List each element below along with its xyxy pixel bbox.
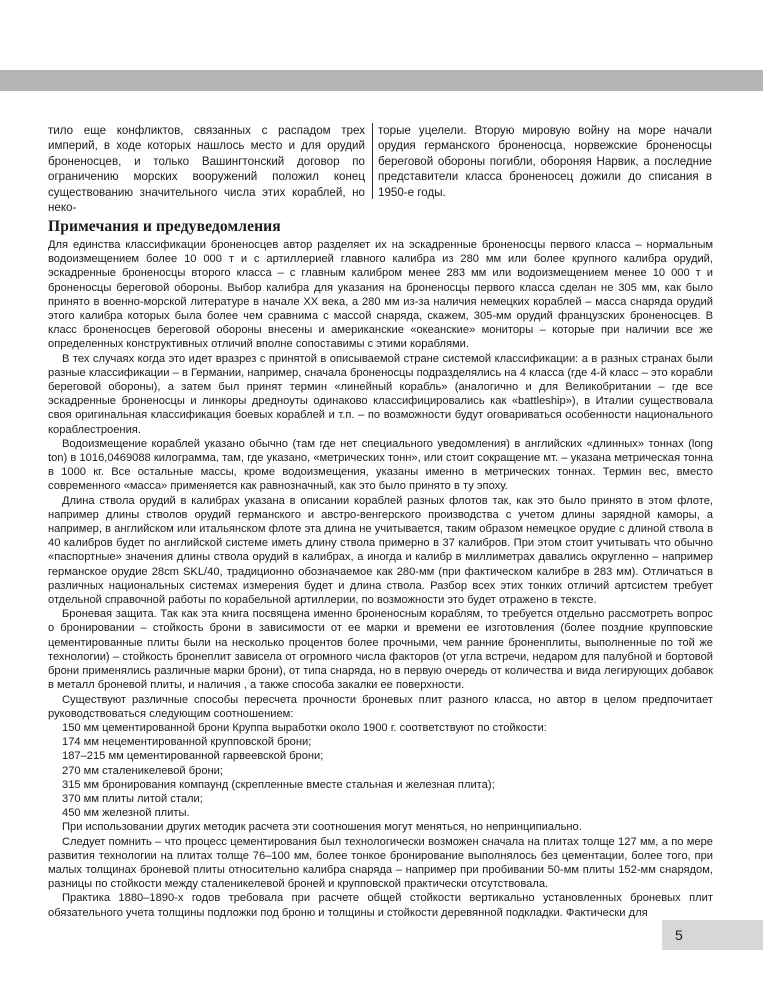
intro-left-column [48, 123, 365, 215]
equivalent-line: 315 мм бронирования компаунд (скрепленные вместе стальная и железная плита); [62, 778, 495, 791]
main-body [48, 238, 713, 920]
equivalent-line: 150 мм цементированной брони Круппа выработки около 1900 г. соответствуют по стойкости: [62, 721, 547, 734]
paragraph: Броневая защита. Так как эта книга посвящена именно броненосным кораблям, то требуется отдельно рассмотреть вопрос о бронировании – стойкость брони в зависимости от ее марки и времени ее изготовления (более поздние крупповские цементированные плиты были на несколько процентов более прочными, чем ранние броненплиты, выполненные по той же технологии) – стойкость бронеплит зависела от огромного числа факторов (от угла встречи, недаром для палубной и бортовой брони применялись различные марки брони), от типа снаряда, но в первую очередь от количества и вида легирующих добавок в металл броневой плиты, и наличия , а также способа закалки ее поверхности. [48, 608, 713, 692]
paragraph: Для единства классификации броненосцев автор разделяет их на эскадренные броненосцы первого класса – нормальным водоизмещением более 10 000 т и с артиллерией главного калибра из 280 мм или более крупного калибра орудий, эскадренные броненосцы второго класса – с главным калибром менее 283 мм или водоизмещением менее 10 000 т и броненосцы береговой обороны. Выбор калибра для указания на броненосцы первого класса сделан не 305 мм, как было принято в военно-морской литературе в начале XX века, а 280 мм из-за наличия немецких кораблей – масса снаряда орудий этого калибра которых была более чем сравнима с массой снаряда, скажем, 305-мм орудий французских броненосцев. В класс броненосцев береговой обороны внесены и американские «океанские» мониторы – которые при наличии все же определенных конструктивных отличий вполне сопоставимы с этими кораблями. [48, 239, 713, 351]
column-divider [372, 123, 373, 199]
paragraph: Существуют различные способы пересчета прочности броневых плит разного класса, но автор в целом предпочитает руководствоваться следующим соотношением: [48, 693, 713, 720]
paragraph: Практика 1880–1890-х годов требовала при расчете общей стойкости вертикально установленных броневых плит обязательного учета толщины подложки под броню и толщины и стойкости деревянной подкладки. Фактически для [48, 892, 713, 919]
paragraph: Водоизмещение кораблей указано обычно (там где нет специального уведомления) в английских «длинных» тоннах (long ton) в 1016,0469088 килограмма, там, где указано, «метрических тонн», или стоит сокращение мт. – указана метрическая тонна в 1000 кг. Все остальные массы, кроме водоизмещения, указаны именно в метрических тоннах. Термин вес, вместо современного «масса» применяется как равнозначный, как это было принято в ту эпоху. [48, 437, 713, 493]
equivalent-line: 270 мм сталеникелевой брони; [62, 764, 223, 777]
equivalent-line: 450 мм железной плиты. [62, 807, 190, 820]
paragraph: В тех случаях когда это идет вразрез с принятой в описываемой стране системой классификации: а в разных странах были разные классификации – в Германии, например, сначала броненосцы подразделялись на 4 класса (где 4-й класс – это корабли береговой обороны), а затем был принят термин «линейный корабль» (аналогично и для Великобритании – где все эскадренные броненосцы и линкоры дредноуты одинаково классифицировались как «battleship»), в Италии существовала своя оригинальная классификация боевых кораблей и т.п. – по возможности будут оговариваться особенности национального кораблестроения. [48, 352, 713, 436]
equivalent-line: 187–215 мм цементированной гарвеевской брони; [62, 750, 324, 763]
equivalent-line: 174 мм нецементированной крупповской брони; [62, 736, 312, 749]
intro-right-column [378, 123, 712, 200]
page-number: 5 [675, 927, 683, 943]
equivalent-line: 370 мм плиты литой стали; [62, 792, 203, 805]
paragraph: При использовании других методик расчета эти соотношения могут меняться, но непринципиально. [62, 821, 582, 834]
paragraph: Следует помнить – что процесс цементирования был технологически возможен сначала на плитах толще 127 мм, а по мере развития технологии на плитах толще 76–100 мм, более тонкое бронирование выполнялось без цементации, более того, при малых толщинах броневой плиты относительно калибра снаряда – например при пробивании 50-мм плиты 152-мм снарядом, разницы по стойкости между сталеникелевой броней и крупповской практически отсутствовала. [48, 835, 713, 891]
intro-right-text: торые уцелели. Вторую мировую войну на море начали орудия германского броненосца, норвежские броненосцы береговой обороны погибли, обороняя Нарвик, а последние представители класса броненосец дожили до списания в 1950-е годы. [378, 124, 712, 199]
intro-left-text: тило еще конфликтов, связанных с распадом трех империй, в ходе которых нашлось место и для орудий броненосцев, и только Вашингтонский договор по ограничению морских вооружений положил конец существованию значительного числа этих кораблей, но неко- [48, 124, 365, 215]
section-title: Примечания и предуведомления [48, 218, 281, 235]
paragraph: Длина ствола орудий в калибрах указана в описании кораблей разных флотов так, как это было принято в этом флоте, например длины стволов орудий германского и австро-венгерского производства с учетом длины зарядной каморы, а например, в английском или итальянском флоте эта длина не учитывается, таким образом немецкое орудие с длиной ствола в 40 калибров будет по английской системе иметь длину ствола примерно в 37 калибров. При этом стоит учитывать что обычно «паспортные» значения длины ствола орудий в калибрах, а иногда и калибр в миллиметрах давались округленно – например германское орудие 28cm SKL/40, традиционно обозначаемое как 280-мм (при фактическом калибре в 283 мм). Отличаться в различных национальных системах измерения будет и длина ствола. Разбор всех этих тонких отличий артсистем требует отдельной справочной работы по корабельной артиллерии, по возможности это будет отражено в тексте. [48, 494, 713, 607]
header-band [0, 70, 763, 91]
